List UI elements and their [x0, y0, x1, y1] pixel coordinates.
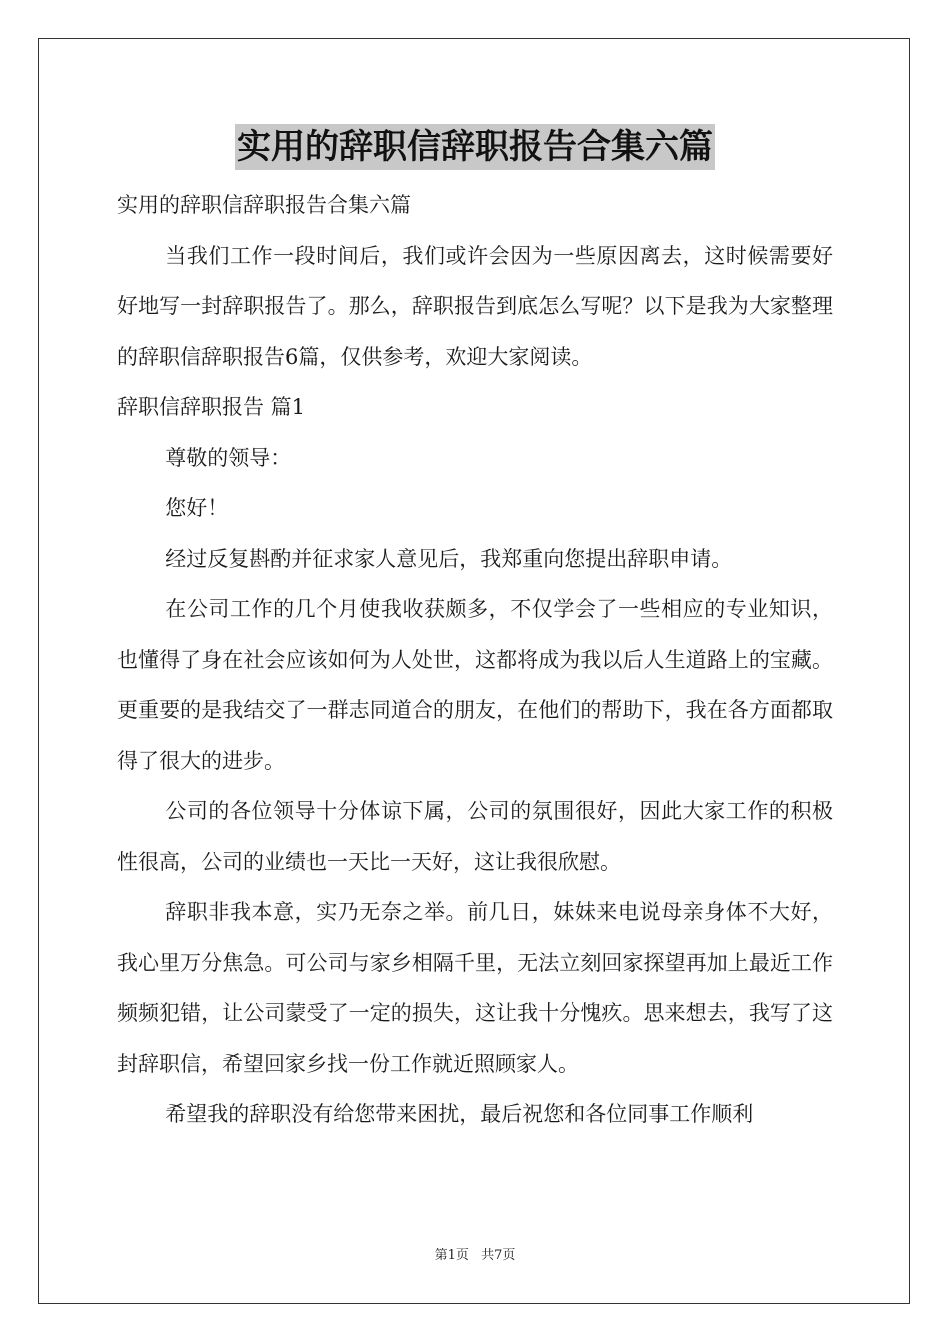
document-body	[117, 180, 833, 1140]
page-number-total: 共7页	[481, 1248, 516, 1263]
title-container	[0, 124, 950, 170]
section-heading: 辞职信辞职报告 篇1	[117, 395, 306, 419]
body-paragraph: 公司的各位领导十分体谅下属，公司的氛围很好，因此大家工作的积极性很高，公司的业绩也一天比一天好，这让我很欣慰。	[117, 799, 833, 874]
salutation: 尊敬的领导：	[165, 445, 292, 470]
page-number-current: 第1页	[434, 1248, 469, 1263]
document-title: 实用的辞职信辞职报告合集六篇	[235, 124, 715, 170]
body-paragraph: 在公司工作的几个月使我收获颇多，不仅学会了一些相应的专业知识，也懂得了身在社会应该如何为人处世，这都将成为我以后人生道路上的宝藏。更重要的是我结交了一群志同道合的朋友，在他们的帮助下，我在各方面都取得了很大的进步。	[117, 597, 833, 773]
body-paragraph: 经过反复斟酌并征求家人意见后，我郑重向您提出辞职申请。	[165, 546, 733, 571]
document-subtitle: 实用的辞职信辞职报告合集六篇	[117, 193, 411, 217]
intro-paragraph: 当我们工作一段时间后，我们或许会因为一些原因离去，这时候需要好好地写一封辞职报告了。那么，辞职报告到底怎么写呢？以下是我为大家整理的辞职信辞职报告6篇，仅供参考，欢迎大家阅读。	[117, 243, 833, 369]
body-paragraph: 辞职非我本意，实乃无奈之举。前几日，妹妹来电说母亲身体不大好，我心里万分焦急。可公司与家乡相隔千里，无法立刻回家探望再加上最近工作频频犯错，让公司蒙受了一定的损失，这让我十分愧疚。思来想去，我写了这封辞职信，希望回家乡找一份工作就近照顾家人。	[117, 900, 833, 1076]
body-paragraph: 希望我的辞职没有给您带来困扰，最后祝您和各位同事工作顺利	[165, 1102, 754, 1126]
greeting: 您好！	[165, 496, 229, 520]
page-footer	[0, 1244, 950, 1263]
